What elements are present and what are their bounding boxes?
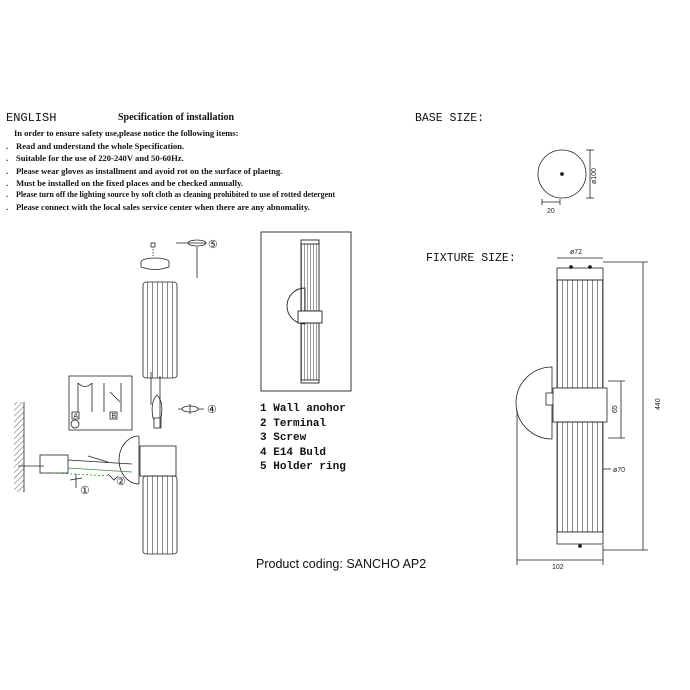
- safety-notice: In order to ensure safety use,please notice the following items:: [14, 128, 239, 138]
- callout-5: ⑤: [208, 239, 218, 251]
- inset-label-a: A: [73, 413, 79, 420]
- list-item: 5 Holder ring: [260, 461, 346, 473]
- list-item: 2 Terminal: [260, 417, 327, 430]
- base-diameter-label: ø100: [591, 168, 598, 184]
- callout-1: ①: [80, 485, 90, 497]
- fixture-size-heading: FIXTURE SIZE:: [426, 252, 516, 265]
- inset-label-b: B: [111, 413, 117, 420]
- callout-2: ②: [116, 476, 126, 488]
- list-item: . Please turn off the lighting source by soft cloth as cleaning prohibited to use of rotted detergent: [6, 190, 336, 200]
- list-item: 3 Screw: [260, 432, 307, 444]
- list-item: . Please wear gloves as installment and avoid rot on the surface of plaetng.: [6, 165, 283, 176]
- installation-drawing: [14, 240, 206, 554]
- fixture-lower-diameter: ø70: [613, 467, 626, 474]
- parts-list: [260, 402, 346, 475]
- callout-4: ④: [207, 404, 217, 416]
- fixture-width: 102: [552, 564, 564, 571]
- fixture-middle: 65: [612, 405, 619, 413]
- base-depth-label: 20: [547, 208, 555, 215]
- fixture-height: 440: [655, 398, 662, 410]
- fixture-drawing: [516, 258, 648, 565]
- product-coding: Product coding: SANCHO AP2: [256, 557, 427, 571]
- list-item: . Suitable for the use of 220-240V and 50-60Hz.: [6, 153, 184, 164]
- list-item: 1 Wall anohor: [260, 403, 346, 415]
- product-image: [261, 232, 351, 391]
- language-label: ENGLISH: [6, 111, 57, 125]
- list-item: . Must be installed on the fixed places and be checked annually.: [6, 177, 244, 188]
- fixture-top-diameter: ø72: [570, 249, 583, 256]
- base-drawing: [538, 150, 594, 205]
- list-item: 4 E14 Buld: [260, 446, 327, 459]
- spec-title: Specification of installation: [118, 112, 235, 123]
- list-item: . Read and understand the whole Specification.: [6, 141, 185, 151]
- base-size-heading: BASE SIZE:: [415, 112, 485, 125]
- list-item: . Please connect with the local sales service center when there are any abnomality.: [6, 202, 310, 213]
